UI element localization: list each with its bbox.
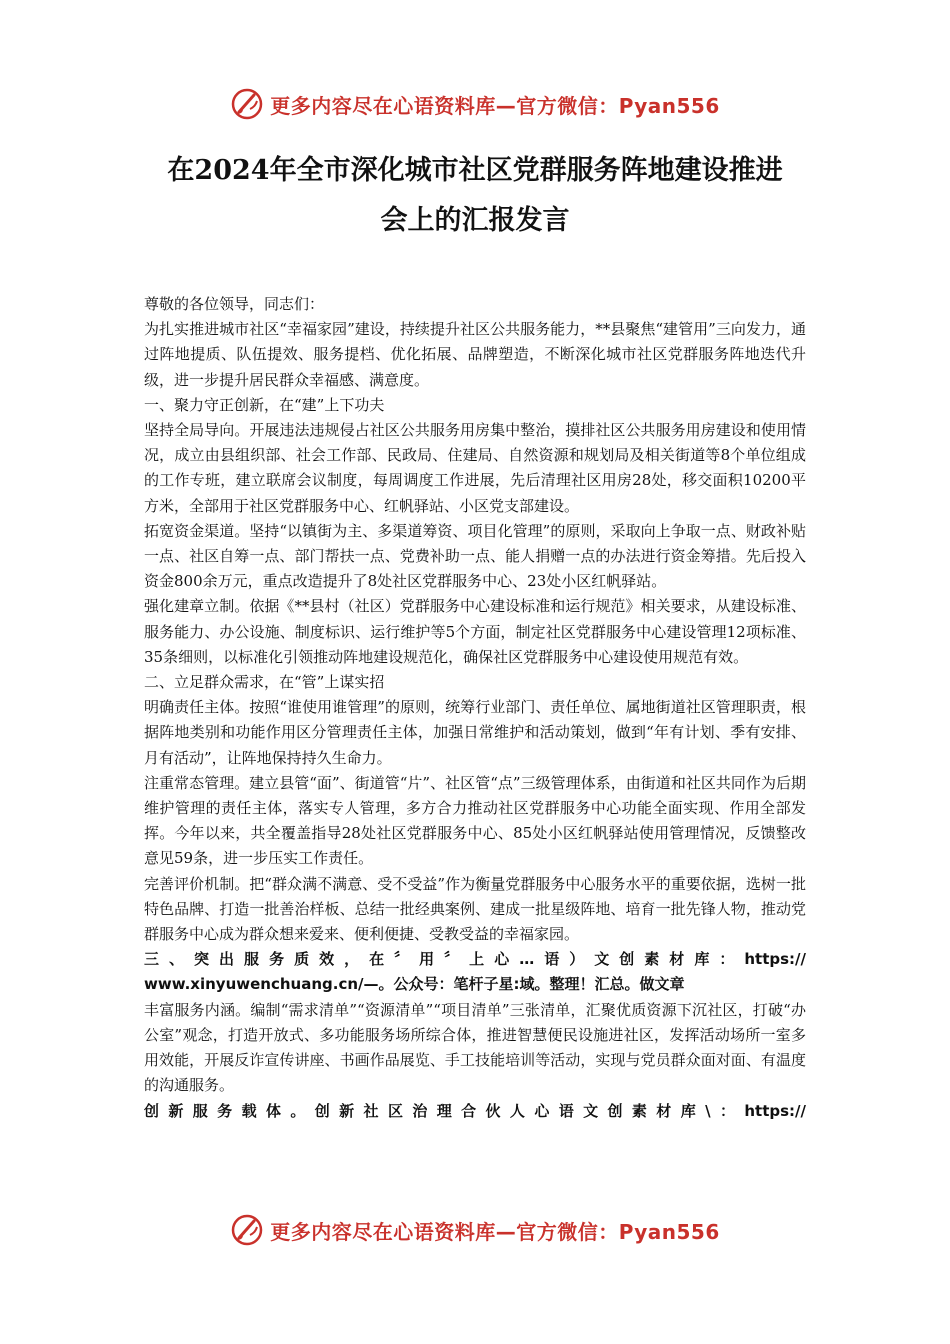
title-line-2: 会上的汇报发言 — [380, 205, 570, 236]
banner-text: 更多内容尽在心语资料库—官方微信：Pyan556 — [270, 1219, 720, 1244]
document-title — [120, 146, 830, 246]
section-heading-3: 三、突出服务质效，在〞用〞上心…语）文创素材库：https:// — [144, 950, 806, 969]
section-heading-2: 二、立足群众需求，在“管”上谋实招 — [144, 673, 385, 692]
paragraph: 注重常态管理。建立县管“面”、街道管“片”、社区管“点”三级管理体系，由街道和社区共同作为后期维护管理的责任主体，落实专人管理，多方合力推动社区党群服务中心功能全面实现、作用全部发挥。今年以来，共全覆盖指导28处社区党群服务中心、85处小区红帆驿站使用管理情况，反馈整改意见59条，进一步压实工作责任。 — [144, 773, 806, 868]
paragraph: 坚持全局导向。开展违法违规侵占社区公共服务用房集中整治，摸排社区公共服务用房建设和使用情况，成立由县组织部、社会工作部、民政局、住建局、自然资源和规划局及相关街道等8个单位组成的工作专班，建立联席会议制度，每周调度工作进展，先后清理社区用房28处，移交面积10200平方米，全部用于社区党群服务中心、红帆驿站、小区党支部建设。 — [144, 421, 806, 515]
header-banner — [0, 84, 950, 124]
paragraph-intro: 为扎实推进城市社区“幸福家园”建设，持续提升社区公共服务能力，**县聚焦“建管用”三向发力，通过阵地提质、队伍提效、服务提档、优化拓展、品牌塑造，不断深化城市社区党群服务阵地迭代升级，进一步提升居民群众幸福感、满意度。 — [144, 320, 806, 389]
paragraph: 明确责任主体。按照“谁使用谁管理”的原则，统筹行业部门、责任单位、属地街道社区管理职责，根据阵地类别和功能作用区分管理责任主体，加强日常维护和活动策划，做到“年有计划、季有安排、月有活动”，让阵地保持持久生命力。 — [144, 698, 806, 767]
brush-logo-icon — [230, 1213, 264, 1247]
document-body — [144, 292, 806, 1124]
paragraph: 完善评价机制。把“群众满不满意、受不受益”作为衡量党群服务中心服务水平的重要依据，选树一批特色品牌、打造一批善治样板、总结一批经典案例、建成一批星级阵地、培育一批先锋人物，推动党群服务中心成为群众想来爱来、便利便捷、受教受益的幸福家园。 — [144, 874, 806, 944]
paragraph: 强化建章立制。依据《**县村（社区）党群服务中心建设标准和运行规范》相关要求，从建设标准、服务能力、办公设施、制度标识、运行维护等5个方面，制定社区党群服务中心建设管理12项标准、35条细则，以标准化引领推动阵地建设规范化，确保社区党群服务中心建设使用规范有效。 — [144, 597, 806, 666]
website-line: www.xinyuwenchuang.cn/—。公众号：笔杆子星:域。整理！汇总。做文章 — [144, 975, 685, 994]
paragraph-last: 创新服务载体。创新社区治理合伙人心语文创素材库\：https:// — [144, 1101, 806, 1120]
paragraph: 拓宽资金渠道。坚持“以镇街为主、多渠道筹资、项目化管理”的原则，采取向上争取一点、财政补贴一点、社区自筹一点、部门帮扶一点、党费补助一点、能人捐赠一点的办法进行资金筹措。先后投入资金800余万元，重点改造提升了8处社区党群服务中心、23处小区红帆驿站。 — [144, 521, 806, 591]
salutation: 尊敬的各位领导，同志们： — [144, 295, 325, 313]
brush-logo-icon — [230, 87, 264, 121]
footer-banner — [0, 1210, 950, 1250]
banner-text: 更多内容尽在心语资料库—官方微信：Pyan556 — [270, 93, 720, 118]
paragraph: 丰富服务内涵。编制“需求清单”“资源清单”“项目清单”三张清单，汇聚优质资源下沉社区，打破“办公室”观念，打造开放式、多功能服务场所综合体，推进智慧便民设施进社区，发挥活动场所一室多用效能，开展反诈宣传讲座、书画作品展览、手工技能培训等活动，实现与党员群众面对面、有温度的沟通服务。 — [144, 1000, 806, 1095]
section-heading-1: 一、聚力守正创新，在“建”上下功夫 — [144, 395, 385, 414]
title-line-1: 在2024年全市深化城市社区党群服务阵地建设推进 — [167, 155, 783, 186]
